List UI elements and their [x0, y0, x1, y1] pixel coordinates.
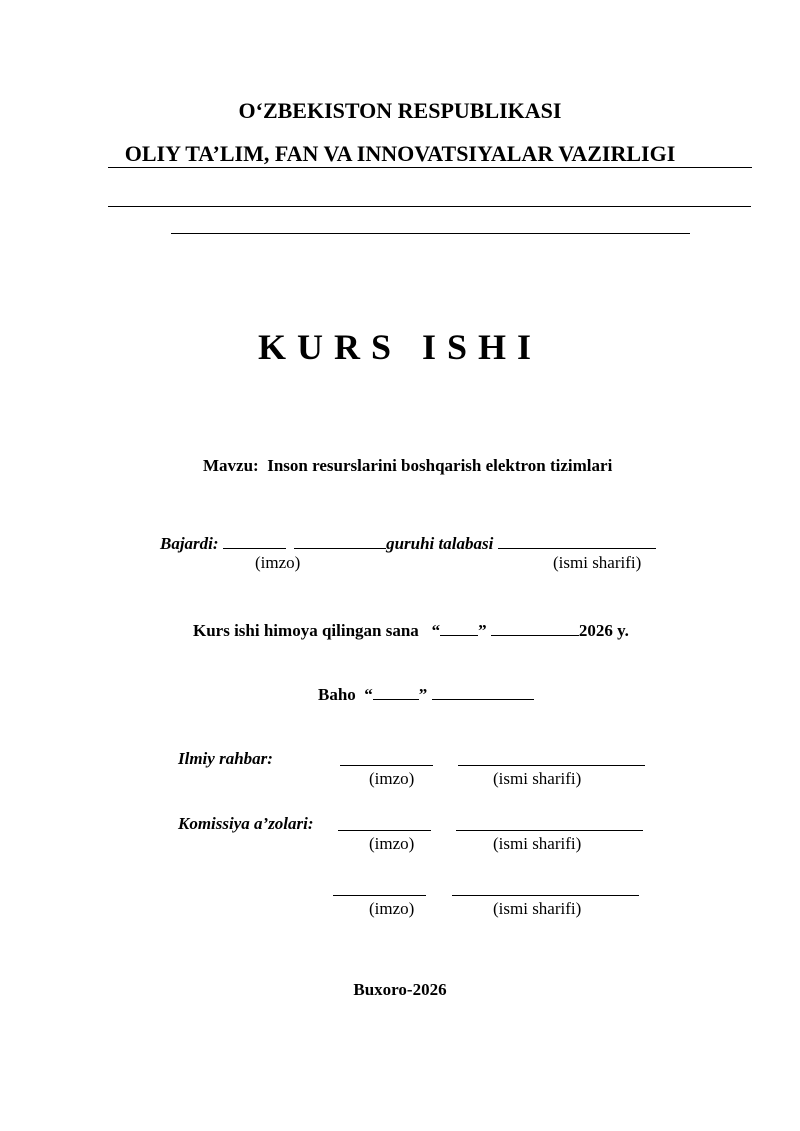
supervisor-name-caption: (ismi sharifi) [493, 769, 582, 788]
commission-signature-blank [338, 830, 431, 831]
topic-value: Inson resurslarini boshqarish elektron tizimlari [267, 456, 613, 475]
supervisor-label: Ilmiy rahbar: [178, 749, 273, 768]
commission-signature-blank-2 [333, 895, 426, 896]
department-line [171, 233, 690, 234]
republic-heading: O‘ZBEKISTON RESPUBLIKASI [238, 98, 562, 123]
city-year: Buxoro-2026 [353, 980, 447, 999]
topic-line [203, 456, 612, 476]
performer-name-blank [498, 532, 656, 549]
defense-line [193, 619, 629, 641]
document-title: KURS ISHI [257, 327, 543, 367]
ministry-underline [108, 167, 752, 168]
commission-name-caption: (ismi sharifi) [493, 834, 582, 853]
defense-day-blank [440, 619, 478, 636]
commission-signature-caption-2: (imzo) [369, 899, 415, 918]
ministry-heading: OLIY TA’LIM, FAN VA INNOVATSIYALAR VAZIRLIGI [124, 141, 676, 166]
supervisor-signature-blank [340, 765, 433, 766]
defense-label: Kurs ishi himoya qilingan sana [193, 621, 419, 640]
defense-year: 2026 y. [578, 621, 629, 640]
defense-open-quote: “ [431, 621, 441, 640]
institution-line [108, 206, 751, 207]
grade-open-quote: “ [364, 685, 373, 704]
grade-score-blank [373, 683, 419, 700]
performer-name-caption: (ismi sharifi) [553, 553, 642, 572]
supervisor-signature-caption: (imzo) [369, 769, 415, 788]
performer-line [160, 532, 656, 554]
performer-label: Bajardi: [160, 534, 219, 553]
commission-signature-caption: (imzo) [369, 834, 415, 853]
grade-label: Baho [318, 685, 356, 704]
commission-name-caption-2: (ismi sharifi) [493, 899, 582, 918]
grade-words-blank [432, 683, 534, 700]
performer-signature-blank [223, 532, 286, 549]
defense-close-quote: ” [478, 621, 487, 640]
commission-name-blank [456, 830, 643, 831]
performer-group-blank [294, 532, 386, 549]
performer-group-text: guruhi talabasi [386, 534, 494, 553]
defense-month-blank [491, 619, 579, 636]
performer-signature-caption: (imzo) [255, 553, 301, 572]
grade-close-quote: ” [418, 685, 428, 704]
supervisor-name-blank [458, 765, 645, 766]
commission-name-blank-2 [452, 895, 639, 896]
topic-label: Mavzu: [203, 456, 259, 475]
grade-line [318, 683, 534, 705]
commission-label: Komissiya a’zolari: [178, 814, 314, 833]
